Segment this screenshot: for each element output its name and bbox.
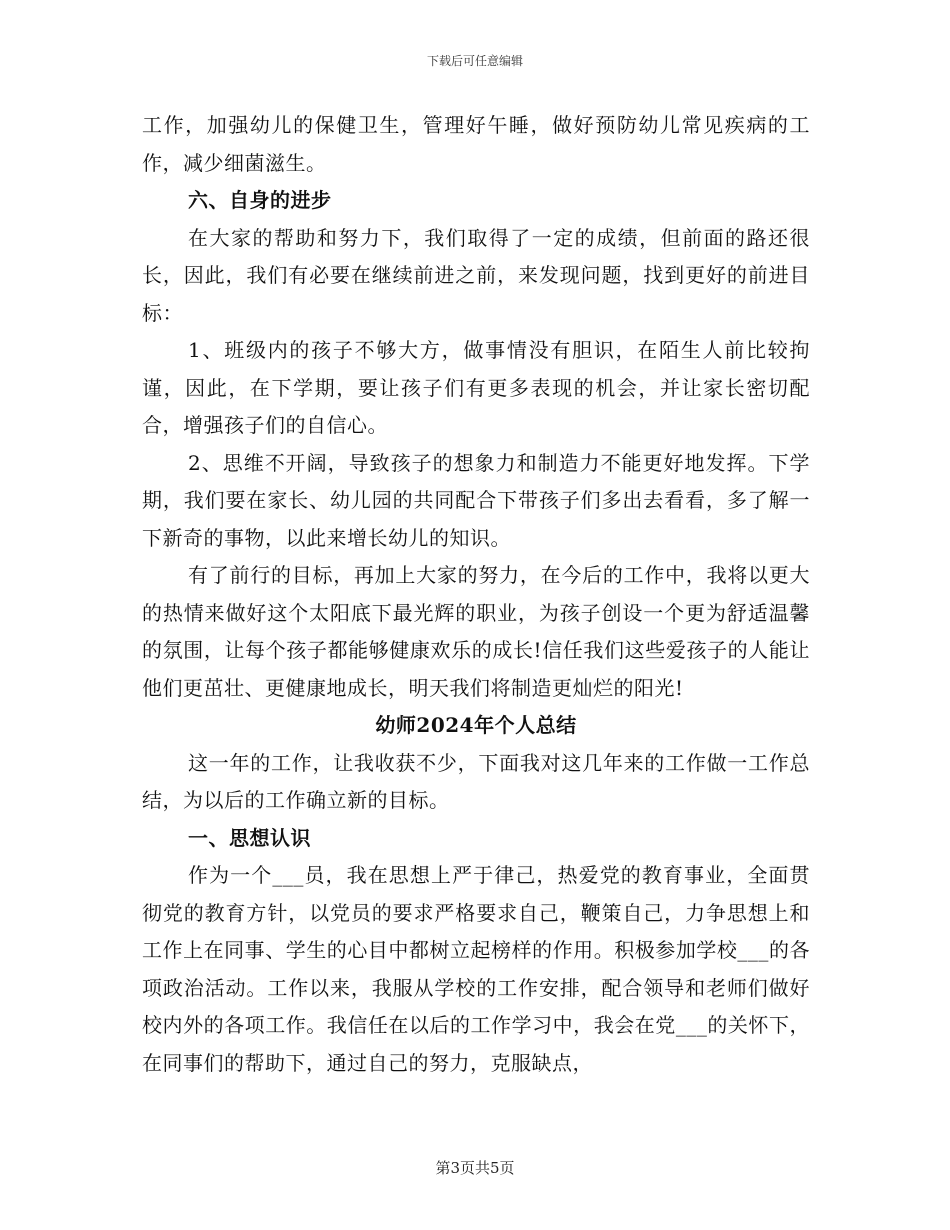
page-footer: 第3页共5页 <box>435 1159 515 1177</box>
paragraph: 这一年的工作，让我收获不少，下面我对这几年来的工作做一工作总结，为以后的工作确立新的目标。 <box>142 750 810 812</box>
paragraph: 有了前行的目标，再加上大家的努力，在今后的工作中，我将以更大的热情来做好这个太阳底下最光辉的职业，为孩子创设一个更为舒适温馨的氛围，让每个孩子都能够健康欢乐的成长!信任我们这些爱孩子的人能让他们更茁壮、更健康地成长，明天我们将制造更灿烂的阳光! <box>142 563 810 700</box>
section-heading: 六、自身的进步 <box>188 188 332 212</box>
page-header: 下载后可任意编辑 <box>426 54 523 68</box>
section-heading: 一、思想认识 <box>188 825 311 850</box>
document-body <box>142 107 810 1082</box>
paragraph: 工作，加强幼儿的保健卫生，管理好午睡，做好预防幼儿常见疾病的工作，减少细菌滋生。 <box>142 113 810 175</box>
paragraph: 2、思维不开阔，导致孩子的想象力和制造力不能更好地发挥。下学期，我们要在家长、幼儿园的共同配合下带孩子们多出去看看，多了解一下新奇的事物，以此来增长幼儿的知识。 <box>142 450 810 550</box>
document-title: 幼师2024年个人总结 <box>375 713 577 737</box>
paragraph: 在大家的帮助和努力下，我们取得了一定的成绩，但前面的路还很长，因此，我们有必要在继续前进之前，来发现问题，找到更好的前进目标： <box>142 225 810 325</box>
paragraph: 1、班级内的孩子不够大方，做事情没有胆识，在陌生人前比较拘谨，因此，在下学期，要让孩子们有更多表现的机会，并让家长密切配合，增强孩子们的自信心。 <box>142 338 810 437</box>
paragraph: 作为一个___员，我在思想上严于律己，热爱党的教育事业，全面贯彻党的教育方针，以党员的要求严格要求自己，鞭策自己，力争思想上和工作上在同事、学生的心目中都树立起榜样的作用。积极参加学校___的各项政治活动。工作以来，我服从学校的工作安排，配合领导和老师们做好校内外的各项工作。我信任在以后的工作学习中，我会在党___的关怀下，在同事们的帮助下，通过自己的努力，克服缺点， <box>142 863 810 1075</box>
